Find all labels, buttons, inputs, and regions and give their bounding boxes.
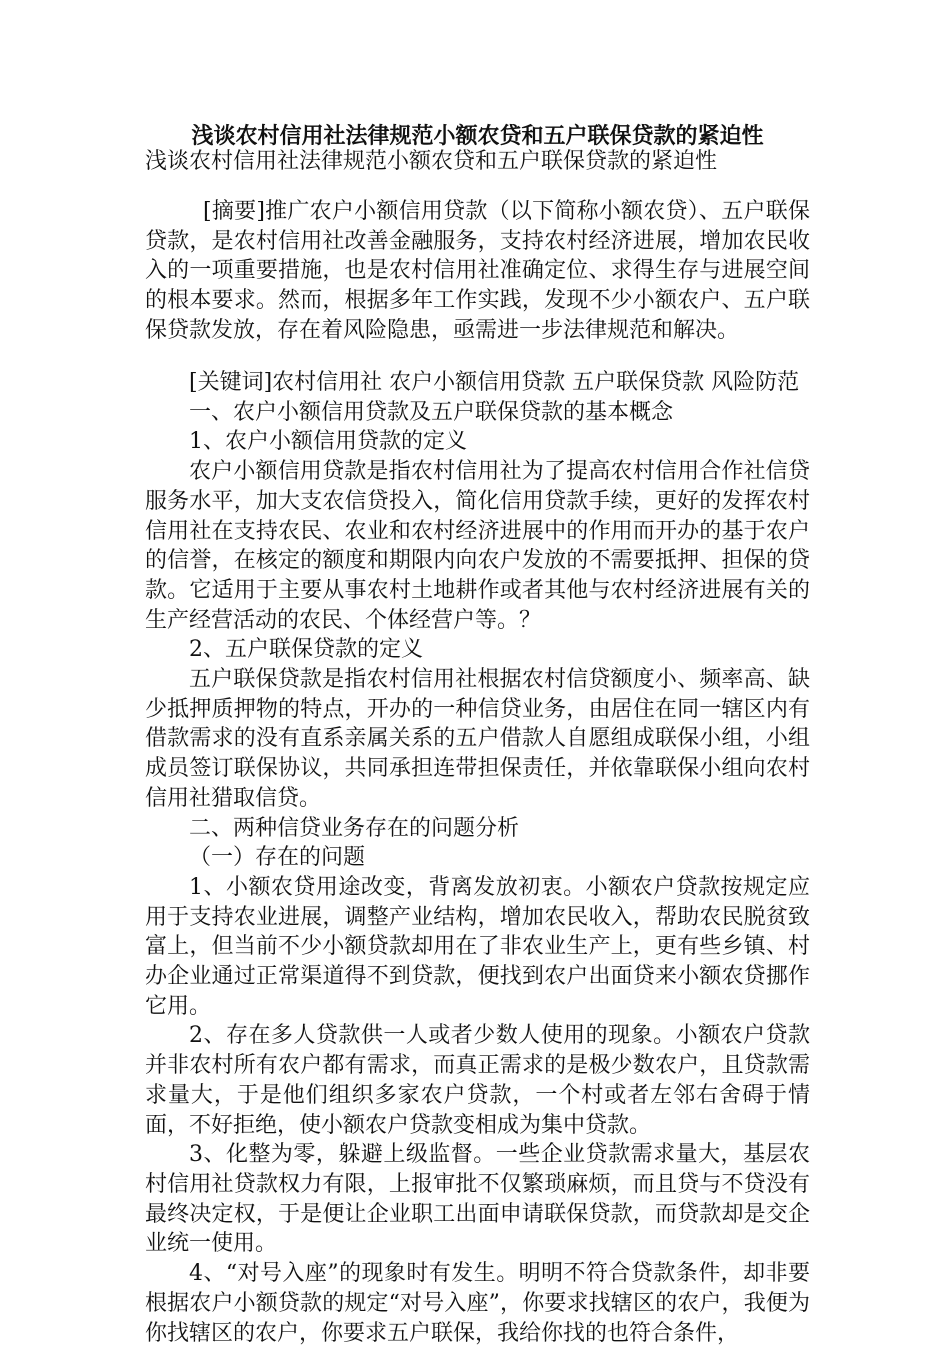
document-subtitle: 浅谈农村信用社法律规范小额农贷和五户联保贷款的紧迫性 — [145, 149, 718, 174]
body-paragraph: 五户联保贷款是指农村信用社根据农村信贷额度小、频率高、缺少抵押质押物的特点，开办的一种信贷业务，由居住在同一辖区内有借款需求的没有直系亲属关系的五户借款人自愿组成联保小组，小组成员签订联保协议，共同承担连带担保责任，并依靠联保小组向农村信用社猎取信贷。 — [145, 667, 810, 811]
keywords-paragraph: [关键词]农村信用社 农户小额信用贷款 五户联保贷款 风险防范 — [189, 370, 800, 395]
section-heading-2: 二、两种信贷业务存在的问题分析 — [189, 815, 520, 841]
body-paragraph: 4、“对号入座”的现象时有发生。明明不符合贷款条件，却非要根据农户小额贷款的规定“对号入座”，你要求找辖区的农户，我便为你找辖区的农户，你要求五户联保，我给你找的也符合条件， — [145, 1261, 810, 1346]
body-paragraph: 农户小额信用贷款是指农村信用社为了提高农村信用合作社信贷服务水平，加大支农信贷投入，简化信用贷款手续，更好的发挥农村信用社在支持农民、农业和农村经济进展中的作用而开办的基于农户的信誉，在核定的额度和期限内向农户发放的不需要抵押、担保的贷款。它适用于主要从事农村土地耕作或者其他与农村经济进展有关的生产经营活动的农民、个体经营户等。？ — [145, 459, 810, 633]
subsection-heading-1-1: 1、农户小额信用贷款的定义 — [189, 429, 467, 455]
document-title: 浅谈农村信用社法律规范小额农贷和五户联保贷款的紧迫性 — [191, 123, 764, 149]
subsection-heading-2-1: （一）存在的问题 — [189, 845, 366, 871]
main-content — [145, 368, 810, 1348]
abstract-section — [145, 197, 810, 346]
body-paragraph: 1、小额农贷用途改变，背离发放初衷。小额农户贷款按规定应用于支持农业进展，调整产业结构，增加农民收入，帮助农民脱贫致富上，但当前不少小额贷款却用在了非农业生产上，更有些乡镇、村办企业通过正常渠道得不到贷款，便找到农户出面贷来小额农贷挪作它用。 — [145, 874, 810, 1019]
section-heading-1: 一、农户小额信用贷款及五户联保贷款的基本概念 — [189, 399, 674, 425]
abstract-paragraph: [摘要]推广农户小额信用贷款（以下简称小额农贷）、五户联保贷款，是农村信用社改善金融服务，支持农村经济进展，增加农民收入的一项重要措施，也是农村信用社准确定位、求得生存与进展空间的根本要求。然而，根据多年工作实践，发现不少小额农户、五户联保贷款发放，存在着风险隐患，亟需进一步法律规范和解决。 — [145, 199, 810, 343]
body-paragraph: 3、化整为零，躲避上级监督。一些企业贷款需求量大，基层农村信用社贷款权力有限，上报审批不仅繁琐麻烦，而且贷与不贷没有最终决定权，于是便让企业职工出面申请联保贷款，而贷款却是交企业统一使用。 — [145, 1142, 810, 1257]
body-paragraph: 2、存在多人贷款供一人或者少数人使用的现象。小额农户贷款并非农村所有农户都有需求，而真正需求的是极少数农户，且贷款需求量大，于是他们组织多家农户贷款，一个村或者左邻右舍碍于情面，不好拒绝，使小额农户贷款变相成为集中贷款。 — [145, 1023, 810, 1138]
subsection-heading-1-2: 2、五户联保贷款的定义 — [189, 637, 423, 663]
